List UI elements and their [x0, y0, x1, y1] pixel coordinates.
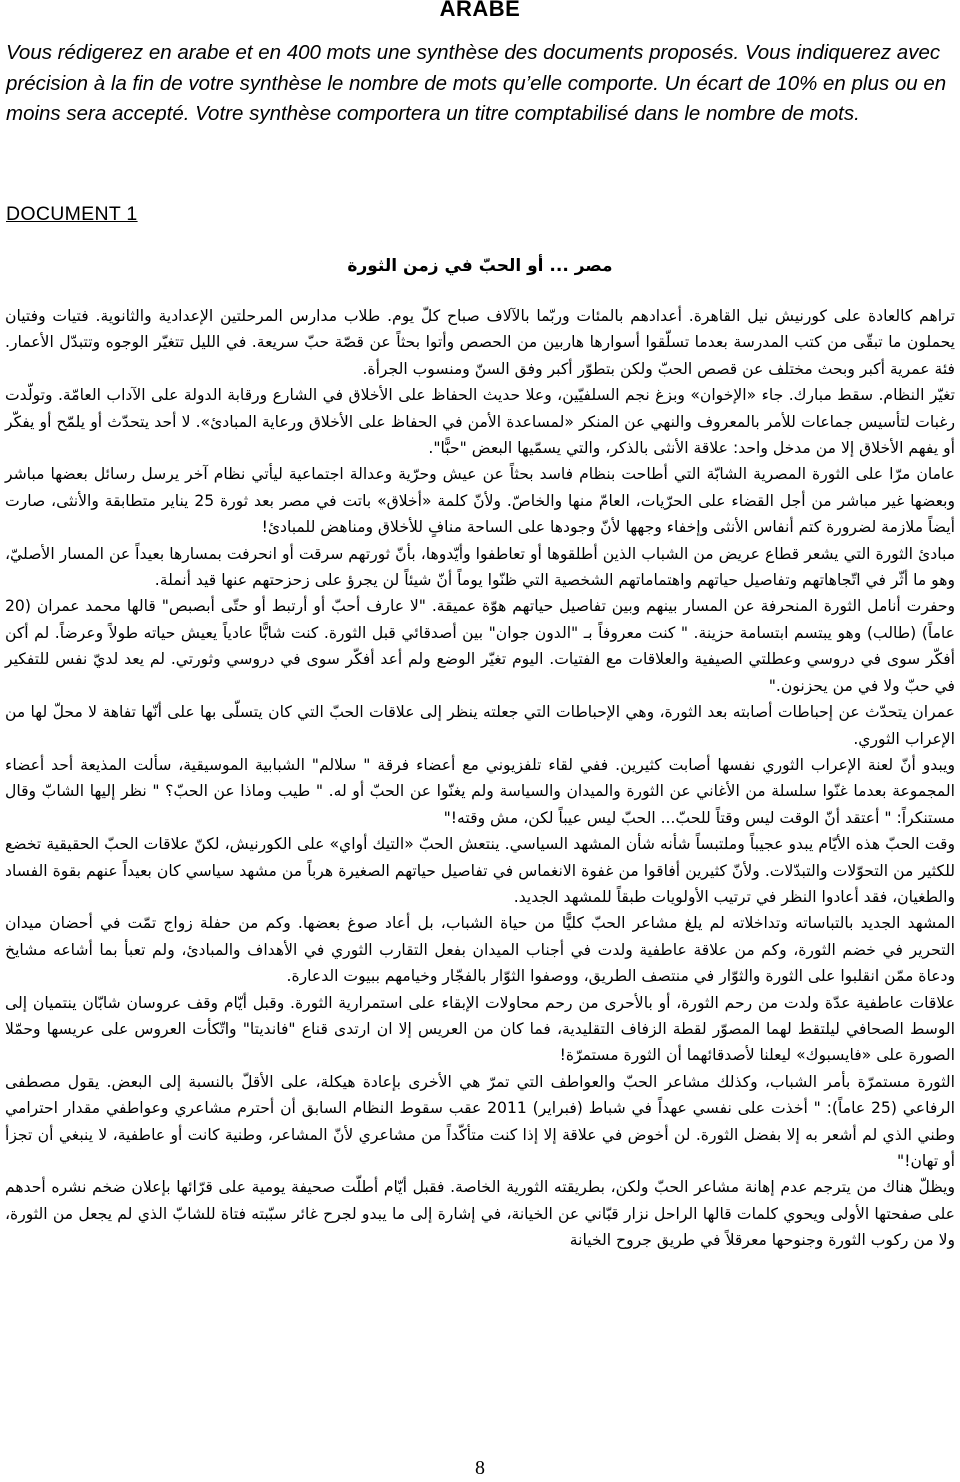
exam-title: ARABE [439, 0, 521, 21]
instructions-text: Vous rédigerez en arabe et en 400 mots une synthèse des documents proposés. Vous indiquerez avec précision à la fin de votre synthèse le nombre de mots qu’elle comporte. Un écart de 10% en plus ou en moins sera accepté. Votre synthèse comportera un titre comptabilisé dans le nombre de mots. [6, 41, 947, 125]
page-number: 8 [475, 1457, 485, 1479]
article-paragraph: المشهد الجديد بالتباساته وتداخلاته لم يلغ مشاعر الحبّ كليًّا من حياة الشباب، بل أعاد صوغ بعضها. وكم من حفلة زواج تمّت في أحضان ميدان التحرير في خضم الثورة، وكم من علاقة عاطفية ولدت في أجناب الميدان بفعل التقارب الثوري في الأهداف والمبادئ، ولم تعبأ بما أشاعه مشايخ ودعاة ممّن انقلبوا على الثورة والثوّار في منتصف الطريق، ووصفوا الثوّار بالفجّار وخيامهم ببيوت الدعارة. [5, 914, 955, 986]
article-paragraph: مبادئ الثورة التي يشعر قطاع عريض من الشباب الذين أطلقوها أو تعاطفوا وأيّدوها، بأنّ ثورتهم سرقت أو انحرفت بمسارها بعيداً عن المسار الأصليّ، وهو ما أثّر في اتّجاهاتهم وتفاصيل حياتهم واهتماماتهم الشخصية التي ظنّوا يوماً أنّ شيئاً لن يجرؤ على زحزحتهم عنها قيد أنملة. [5, 544, 955, 590]
article-paragraph: تراهم كالعادة على كورنيش نيل القاهرة. أعدادهم بالمئات وربّما بالآلاف صباح كلّ يوم. طلاب مدارس المرحلتين الإعدادية والثانوية. فتيات وفتيان يحملون ما تبقّى من كتب المدرسة بعدما تسلّقوا أسوارها هاربين من الحصص وأتوا بحثاً عن قصّة حبّ سريعة. في الليل تتغيّر الوجوه وتتبدّل الأعمار. فئة عمرية أكبر وبحث مختلف عن قصص الحبّ ولكن بتطوّر أكبر وفق السنّ ومنسوب الجرأة. [5, 307, 955, 378]
article-paragraph: ويبدو أنّ لعنة الإعراب الثوري نفسها أصابت كثيرين. ففي لقاء تلفزيوني مع أعضاء فرقة " سلالم" الشبابية الموسيقية، سألت المذيعة أحد أعضاء المجموعة بعدما غنّوا سلسلة من الأغاني عن الثورة والميدان والسياسة ولم يغنّوا عن الحبّ أو له. " طيب وماذا عن الحبّ؟ " نظر إليها الشابّ وقال مستنكراً: " أعتقد أنّ الوقت ليس وقتاً للحبّ... الحبّ ليس عيباً لكن، مش وقته!" [5, 755, 955, 827]
article-paragraph: وقت الحبّ هذه الأيّام يبدو عجيباً وملتبساً شأنه شأن المشهد السياسي. ينتعش الحبّ «التيك أواي» على الكورنيش، لكنّ علاقات الحبّ الحقيقية تخضع للكثير من التحوّلات والتبدّلات. ولأنّ كثيرين أفاقوا من غفوة الانغماس في تفاصيل حياتهم الصغيرة هرباً من مشهد سياسي كان بعيداً عنهم بقوة الفساد والطغيان، فقد أعادوا النظر في ترتيب الأولويات طبقاً للمشهد الجديد. [5, 835, 955, 906]
article-paragraph: عامان مرّا على الثورة المصرية الشابّة التي أطاحت بنظام فاسد بحثاً عن عيش وحرّية وعدالة اجتماعية ليأتي نظام آخر يرسل رسائل بعضها مباشر وبعضها غير مباشر من أجل القضاء على الحرّيات، العامّ منها والخاصّ. ولأنّ كلمة «أخلاق» باتت في مصر بعد ثورة 25 يناير متطابقة والأنثى، صارت أيضاً ملازمة لضرورة كتم أنفاس الأنثى وإخفاء وجهها لأنّ وجودها على الساحة منافٍ للأخلاق ومناهض للمبادئ! [5, 465, 955, 537]
article-paragraph: تغيّر النظام. سقط مبارك. جاء «الإخوان» وبزغ نجم السلفيّين، وعلا حديث الحفاظ على الأخلاق في الشارع ورقابة الدولة على الآداب العامّة. وتولّدت رغبات لتأسيس جماعات للأمر بالمعروف والنهي عن المنكر «لمساعدة الأمن في الحفاظ على الأخلاق ورعاية المبادئ». لا أحد يتحدّث أو يلمّح أو يفكّر أو يفهم الأخلاق إلا من مدخل واحد: علاقة الأنثى بالذكر، والتي يسمّيها البعض "حبًّا". [5, 386, 955, 458]
article-title: مصر ... أو الحبّ في زمن الثورة [347, 256, 613, 276]
article-paragraph: ويظلّ هناك من يترجم عدم إهانة مشاعر الحبّ ولكن، بطريقته الثورية الخاصة. فقبل أيّام أطلّت صحيفة يومية على قرّائها بإعلان ضخم نشره أحدهم على صفحتها الأولى ويحوي كلمات قالها الراحل نزار قبّاني عن الخيانة، في إشارة إلى ما يبدو لجرح غائر سبّبته فتاة للشابّ الذي لم يجعل من الثورة، ولا من ركوب الثورة وجنوحها معرقلاً في طريق جروح الخيانة [5, 1178, 955, 1250]
article-body [5, 303, 955, 1254]
article-paragraph: وحفرت أنامل الثورة المنحرفة عن المسار بينهم وبين تفاصيل حياتهم هوّة عميقة. "لا عارف أحبّ أو أرتبط أو حتّى أبصبص" قالها محمد عمران (20 عاماً) (طالب) وهو يبتسم ابتسامة حزينة. " كنت معروفاً بـ "الدون جوان" بين أصدقائي قبل الثورة. كنت شابًّا عادياً يعيش حياته طولاً وعرضاً. لم أكن أفكّر سوى في دروسي وعطلتي الصيفية والعلاقات مع الفتيات. اليوم تغيّر الوضع ولم أعد أفكّر سوى في دروسي وثورتي. لم يعد لديّ نفس للتفكير في حبّ ولا في من يحزنون." [5, 597, 955, 695]
article-paragraph: عمران يتحدّث عن إحباطات أصابته بعد الثورة، وهي الإحباطات التي جعلته ينظر إلى علاقات الحبّ التي كان يتسلّى بها على أنّها تفاهة لا محلّ لها من الإعراب الثوري. [5, 703, 955, 748]
document-label: DOCUMENT 1 [6, 203, 138, 225]
article-paragraph: علاقات عاطفية عدّة ولدت من رحم الثورة، أو بالأحرى من رحم محاولات الإبقاء على استمرارية الثورة. وقبل أيّام وقف عروسان شابّان ينتميان إلى الوسط الصحافي ليلتقط لهما المصوّر لقطة الزفاف التقليدية، فما كان من العريس إلا ان ارتدى قناع "فانديتا" واتّكأت العروس على عريسها وحمّلا الصورة على «فايسبوك» ليعلنا لأصدقائهما أن الثورة مستمرّة! [5, 993, 955, 1065]
article-paragraph: الثورة مستمرّة بأمر الشباب، وكذلك مشاعر الحبّ والعواطف التي تمرّ هي الأخرى بإعادة هيكلة، على الأقلّ بالنسبة إلى البعض. يقول مصطفى الرفاعي (25 عاماً): " أخذت على نفسي عهداً في شباط (فبراير) 2011 عقب سقوط النظام السابق أن أحترم مشاعري وعواطفي مقدار احترامي وطني الذي لم أشعر به إلا بفضل الثورة. لن أخوض في علاقة إلا إذا كنت متأكّداً من مشاعري لأنّ المشاعر، وطنية كانت أو عاطفية، لا ينبغي أن تجزأ أو تهان!" [5, 1072, 955, 1170]
